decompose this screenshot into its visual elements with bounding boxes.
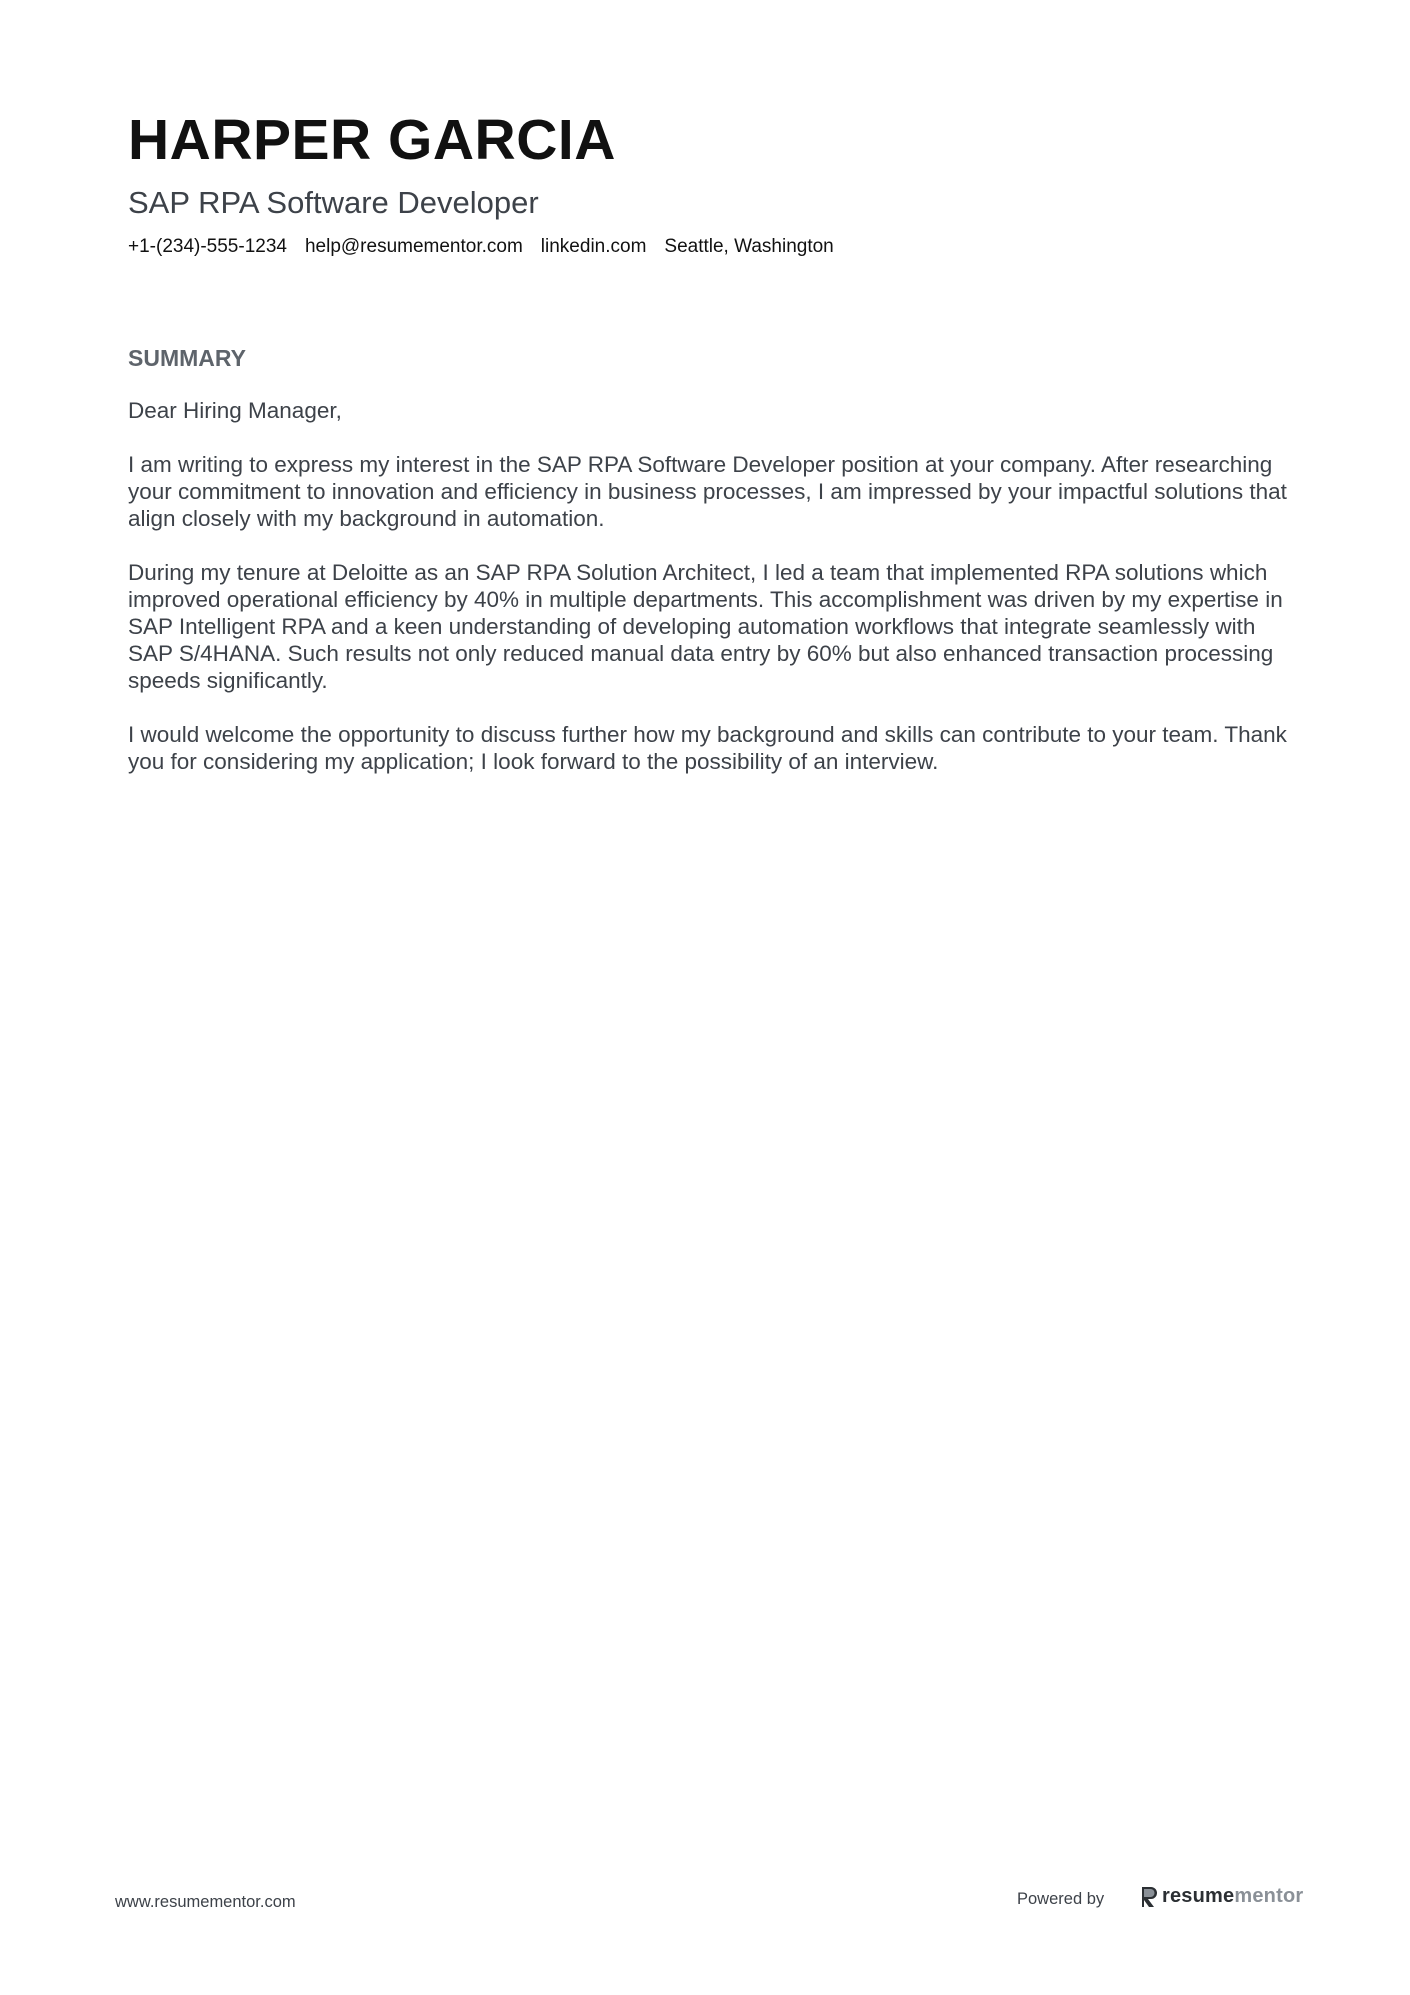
letter-paragraph-closing: I would welcome the opportunity to discuss further how my background and skills can contribute to your team. Thank you for considering my application; I look forward to the possibility of an interview. [128,722,1287,774]
brand-wordmark-light: mentor [1234,1885,1304,1907]
brand-wordmark [1162,1885,1303,1908]
contact-location: Seattle, Washington [664,236,834,257]
resumementor-logo-icon [1140,1886,1158,1908]
powered-by-label: Powered by [1017,1890,1105,1908]
job-title: SAP RPA Software Developer [128,185,539,220]
brand-logo[interactable] [1140,1885,1303,1908]
letter-salutation: Dear Hiring Manager, [128,398,342,423]
letter-paragraph-intro: I am writing to express my interest in the SAP RPA Software Developer position at your company. After researching your commitment to innovation and efficiency in business processes, I am impressed by your impactful solutions that align closely with my background in automation. [128,452,1287,531]
contact-email[interactable]: help@resumementor.com [304,236,523,257]
letter-body [128,397,1288,802]
letter-paragraph-experience: During my tenure at Deloitte as an SAP RPA Solution Architect, I led a team that implemented RPA solutions which improved operational efficiency by 40% in multiple departments. This accomplishment was driven by my expertise in SAP Intelligent RPA and a keen understanding of developing automation workflows that integrate seamlessly with SAP S/4HANA. Such results not only reduced manual data entry by 60% but also enhanced transaction processing speeds significantly. [128,560,1283,693]
contact-phone: +1-(234)-555-1234 [128,236,287,257]
contact-linkedin[interactable]: linkedin.com [540,236,647,257]
candidate-name: HARPER GARCIA [128,108,616,172]
contact-info [128,235,834,260]
brand-wordmark-bold: resume [1162,1885,1235,1907]
footer-website-link[interactable]: www.resumementor.com [115,1893,296,1911]
summary-heading: SUMMARY [128,345,246,371]
